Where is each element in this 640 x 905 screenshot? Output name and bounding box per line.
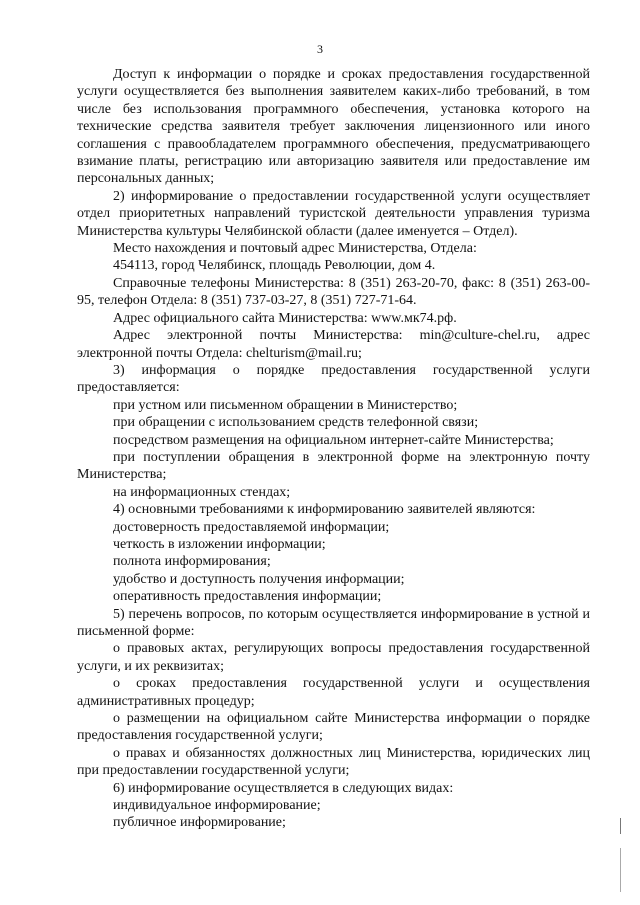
paragraph: удобство и доступность получения информации; [113, 571, 405, 587]
scan-edge-mark [620, 848, 621, 892]
paragraph: публичное информирование; [113, 815, 286, 831]
paragraph: 3) информация о порядке предоставления государственной услуги предоставляется: [77, 362, 590, 396]
paragraph: 2) информирование о предоставлении государственной услуги осуществляет отдел приоритетных направлений туристской деятельности управления туризма Министерства культуры Челябинской области (далее именуется – Отдел). [77, 188, 590, 239]
paragraph: о правах и обязанностях должностных лиц Министерства, юридических лиц при предоставлении государственной услуги; [77, 745, 590, 779]
paragraph: полнота информирования; [113, 554, 271, 570]
scan-edge-mark [620, 818, 621, 834]
paragraph: Место нахождения и почтовый адрес Министерства, Отдела: [113, 241, 477, 257]
paragraph: четкость в изложении информации; [113, 536, 326, 552]
paragraph: посредством размещения на официальном интернет-сайте Министерства; [113, 432, 554, 448]
paragraph: о размещении на официальном сайте Министерства информации о порядке предоставления государственной услуги; [77, 711, 590, 744]
paragraph: 454113, город Челябинск, площадь Революции, дом 4. [113, 258, 436, 274]
paragraph: Справочные телефоны Министерства: 8 (351) 263-20-70, факс: 8 (351) 263-00-95, телефон Отдела: 8 (351) 737-03-27, 8 (351) 727-71-64. [77, 275, 590, 309]
paragraph: при поступлении обращения в электронной форме на электронную почту Министерства; [77, 449, 590, 483]
page-number: 3 [317, 42, 323, 56]
paragraph: Адрес официального сайта Министерства: www.мк74.рф. [113, 310, 457, 326]
paragraph: при обращении с использованием средств телефонной связи; [113, 415, 479, 431]
paragraph: 6) информирование осуществляется в следующих видах: [113, 780, 454, 796]
paragraph: 4) основными требованиями к информированию заявителей являются: [113, 502, 536, 518]
paragraph: оперативность предоставления информации; [113, 589, 382, 605]
paragraph: 5) перечень вопросов, по которым осуществляется информирование в устной и письменной форме: [77, 606, 590, 639]
paragraph: индивидуальное информирование; [113, 798, 321, 814]
paragraph: на информационных стендах; [113, 484, 291, 500]
paragraph: достоверность предоставляемой информации; [113, 519, 390, 535]
paragraph: о сроках предоставления государственной услуги и осуществления административных процедур; [77, 676, 590, 709]
paragraph: Адрес электронной почты Министерства: min@culture-chel.ru, адрес электронной почты Отдела: chelturism@mail.ru; [77, 328, 590, 361]
paragraph: о правовых актах, регулирующих вопросы предоставления государственной услуги, и их реквизитах; [77, 641, 590, 674]
paragraph: Доступ к информации о порядке и сроках предоставления государственной услуги осуществляется без выполнения заявителем каких-либо требований, в том числе без использования программного обеспечения, установка которого на технические средства заявителя требует заключения лицензионного или иного соглашения с правообладателем программного обеспечения, предусматривающего взимание платы, регистрацию или авторизацию заявителя или предоставление им персональных данных; [77, 67, 590, 187]
body-text [77, 66, 590, 832]
paragraph: при устном или письменном обращении в Министерство; [113, 397, 458, 413]
